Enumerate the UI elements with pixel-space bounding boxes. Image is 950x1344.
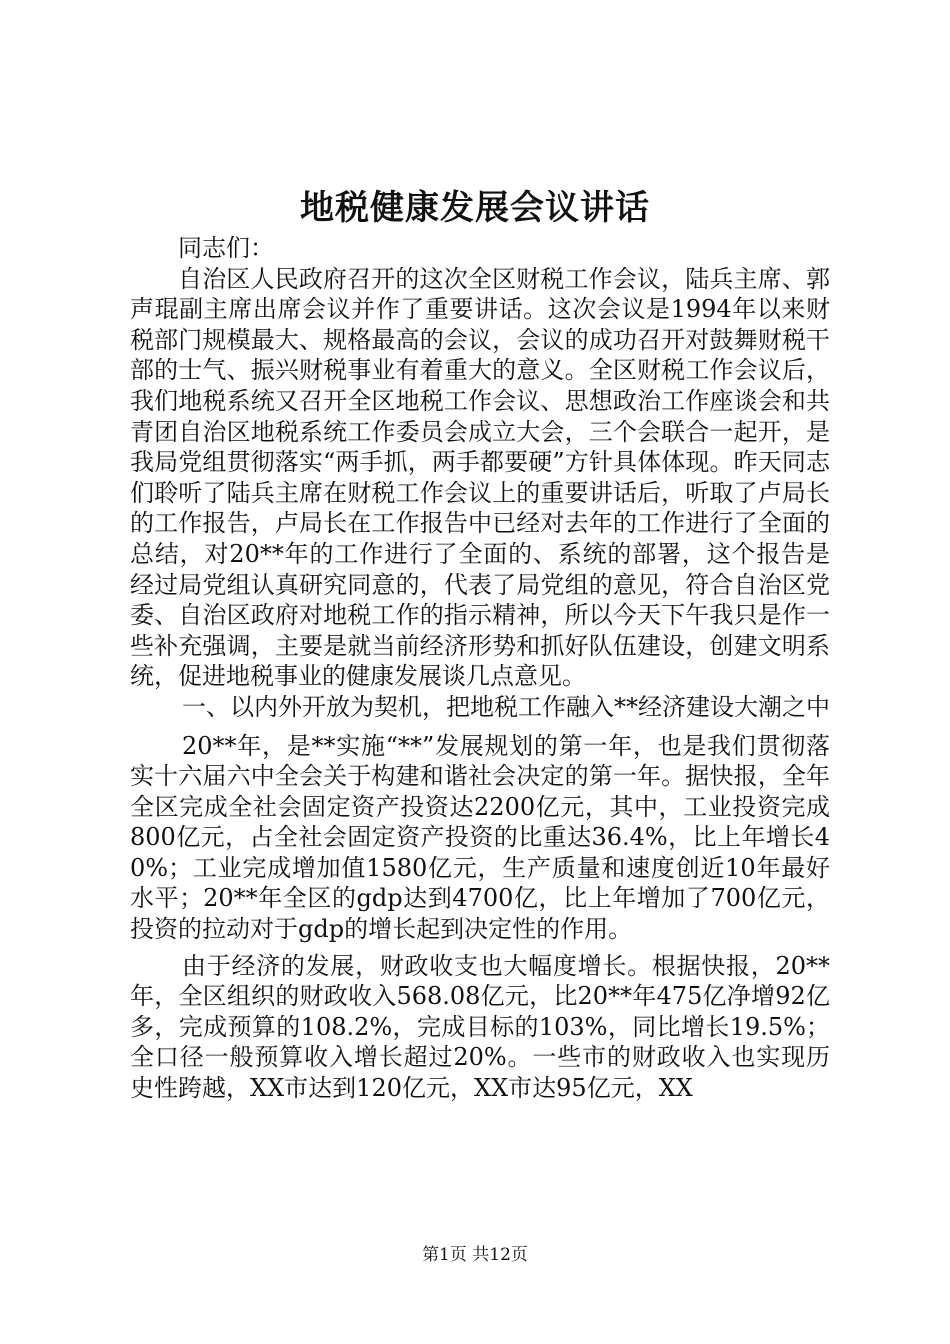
salutation: 同志们： xyxy=(178,234,274,262)
paragraph-1: 自治区人民政府召开的这次全区财税工作会议，陆兵主席、郭声琨副主席出席会议并作了重要讲话。这次会议是1994年以来财税部门规模最大、规格最高的会议，会议的成功召开对鼓舞财税干部的士气、振兴财税事业有着重大的意义。全区财税工作会议后，我们地税系统又召开全区地税工作会议、思想政治工作座谈会和共青团自治区地税系统工作委员会成立大会，三个会联合一起开，是我局党组贯彻落实“两手抓，两手都要硬”方针具体体现。昨天同志们聆听了陆兵主席在财税工作会议上的重要讲话后，听取了卢局长的工作报告，卢局长在工作报告中已经对去年的工作进行了全面的总结，对20**年的工作进行了全面的、系统的部署，这个报告是经过局党组认真研究同意的，代表了局党组的意见，符合自治区党委、自治区政府对地税工作的指示精神，所以今天下午我只是作一些补充强调，主要是就当前经济形势和抓好队伍建设，创建文明系统，促进地税事业的健康发展谈几点意见。 xyxy=(130,264,830,691)
section-heading-1: 一、以内外开放为契机，把地税工作融入**经济建设大潮之中 xyxy=(182,692,830,721)
document-title: 地税健康发展会议讲话 xyxy=(300,188,650,228)
paragraph-2: 20**年，是**实施“**”发展规划的第一年，也是我们贯彻落实十六届六中全会关于构建和谐社会决定的第一年。据快报，全年全区完成全社会固定资产投资达2200亿元，其中，工业投资完成800亿元，占全社会固定资产投资的比重达36.4%，比上年增长40%；工业完成增加值1580亿元，生产质量和速度创近10年最好水平；20**年全区的gdp达到4700亿，比上年增加了700亿元，投资的拉动对于gdp的增长起到决定性的作用。 xyxy=(130,731,830,944)
page-footer: 第1页 共12页 xyxy=(422,1245,528,1265)
paragraph-3: 由于经济的发展，财政收支也大幅度增长。根据快报，20**年，全区组织的财政收入568.08亿元，比20**年475亿净增92亿多，完成预算的108.2%，完成目标的103%，同比增长19.5%；全口径一般预算收入增长超过20%。一些市的财政收入也实现历史性跨越，XX市达到120亿元，XX市达95亿元，XX xyxy=(130,951,830,1103)
document-body xyxy=(130,233,830,1104)
